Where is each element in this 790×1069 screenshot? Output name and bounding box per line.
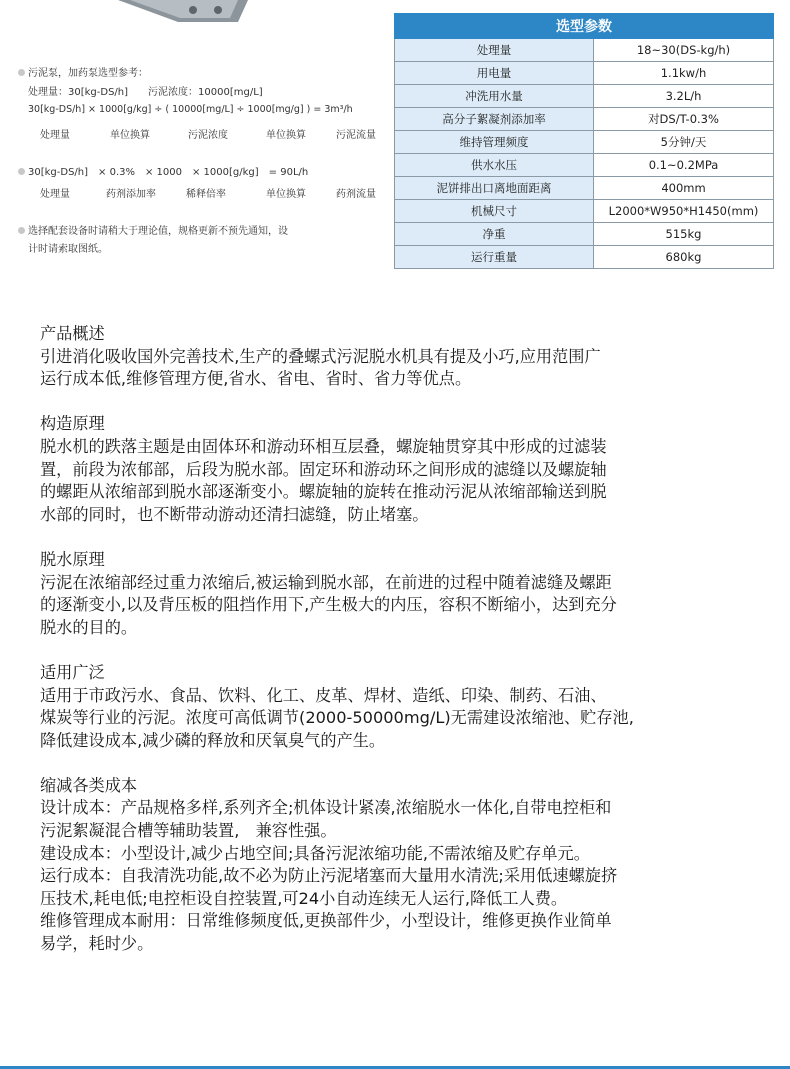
pump-formula: 30[kg-DS/h] × 1000[g/kg] ÷ ( 10000[mg/L] ÷ 1000[mg/g] ) = 3m³/h: [28, 104, 353, 115]
selection-note-1: 选择配套设备时请稍大于理论值，规格更新不预先通知，设: [28, 226, 288, 237]
section-line: 引进消化吸收国外完善技术,生产的叠螺式污泥脱水机具有提及小巧,应用范围广: [40, 346, 601, 366]
section-line: 易学，耗时少。: [40, 934, 154, 954]
table-row: [395, 246, 774, 269]
table-row: [395, 85, 774, 108]
value-cell: 400mm: [594, 177, 774, 200]
label-unit-conv: 单位换算: [110, 130, 150, 141]
section-title: 构造原理: [40, 414, 105, 434]
section-line: 脱水的目的。: [40, 617, 138, 637]
label-unit-conv: 单位换算: [266, 189, 306, 200]
machine-image-fragment: [118, 0, 248, 22]
label-throughput: 处理量: [40, 130, 70, 141]
param-cell: 冲洗用水量: [395, 85, 594, 108]
value-cell: 0.1~0.2MPa: [594, 154, 774, 177]
section-title: 产品概述: [40, 324, 105, 343]
table-row: [395, 177, 774, 200]
section-line: 水部的同时，也不断带动游动还清扫滤缝，防止堵塞。: [40, 504, 429, 524]
pump-formula-labels: [40, 126, 396, 141]
bullet-icon: [18, 227, 25, 234]
section-applications: [40, 662, 760, 752]
section-line: 建设成本：小型设计,减少占地空间;具备污泥浓缩功能,不需浓缩及贮存单元。: [40, 843, 590, 863]
param-cell: 用电量: [395, 62, 594, 85]
section-title: 脱水原理: [40, 549, 105, 569]
param-cell: 泥饼排出口离地面距离: [395, 177, 594, 200]
dose-formula-labels: [40, 185, 396, 200]
label-throughput: 处理量: [40, 189, 70, 200]
dose-formula: 30[kg-DS/h] × 0.3% × 1000 × 1000[g/kg] = 90L/h: [28, 167, 309, 178]
label-dose-rate: 药剂添加率: [106, 189, 156, 200]
value-cell: 对DS/T-0.3%: [594, 108, 774, 131]
dose-formula-line: [18, 163, 308, 178]
section-line: 压技术,耗电低;电控柜设自控装置,可24小自动连续无人运行,降低工人费。: [40, 888, 568, 908]
value-cell: 3.2L/h: [594, 85, 774, 108]
section-line: 的逐渐变小,以及背压板的阻挡作用下,产生极大的内压，容积不断缩小，达到充分: [40, 595, 617, 615]
section-line: 适用于市政污水、食品、饮料、化工、皮革、焊材、造纸、印染、制药、石油、: [40, 685, 607, 705]
section-line: 煤炭等行业的污泥。浓度可高低调节(2000-50000mg/L)无需建设浓缩池、贮存池,: [40, 708, 634, 728]
param-cell: 处理量: [395, 39, 594, 62]
selection-note-line-1: [18, 222, 288, 237]
value-cell: 680kg: [594, 246, 774, 269]
section-title: 缩减各类成本: [40, 775, 138, 795]
section-line: 脱水机的跌落主题是由固体环和游动环相互层叠，螺旋轴贯穿其中形成的过滤装: [40, 436, 607, 456]
param-cell: 机械尺寸: [395, 200, 594, 223]
value-cell: L2000*W950*H1450(mm): [594, 200, 774, 223]
value-cell: 515kg: [594, 223, 774, 246]
section-overview: [40, 323, 760, 391]
table-row: [395, 200, 774, 223]
table-row: [395, 131, 774, 154]
table-row: [395, 223, 774, 246]
section-line: 污泥在浓缩部经过重力浓缩后,被运输到脱水部，在前进的过程中随着滤缝及螺距: [40, 572, 612, 592]
section-dewatering: [40, 549, 760, 639]
bullet-icon: [18, 69, 25, 76]
section-line: 污泥絮凝混合槽等辅助装置, 兼容性强。: [40, 821, 337, 841]
table-row: [395, 108, 774, 131]
param-cell: 供水水压: [395, 154, 594, 177]
section-structure: [40, 413, 760, 526]
label-chem-flow: 药剂流量: [336, 189, 376, 200]
param-cell: 运行重量: [395, 246, 594, 269]
pump-param-line: 处理量：30[kg-DS/h] 污泥浓度：10000[mg/L]: [28, 87, 263, 98]
section-line: 运行成本：自我清洗功能,故不必为防止污泥堵塞而大量用水清洗;采用低速螺旋挤: [40, 866, 618, 886]
value-cell: 5分钟/天: [594, 131, 774, 154]
section-line: 设计成本：产品规格多样,系列齐全;机体设计紧凑,浓缩脱水一体化,自带电控柜和: [40, 798, 612, 818]
section-title: 适用广泛: [40, 662, 105, 682]
param-cell: 净重: [395, 223, 594, 246]
spec-table-title: 选型参数: [395, 14, 774, 39]
value-cell: 1.1kw/h: [594, 62, 774, 85]
table-row: [395, 62, 774, 85]
bullet-icon: [18, 168, 25, 175]
section-line: 降低建设成本,减少磷的释放和厌氧臭气的产生。: [40, 730, 386, 750]
label-dilution: 稀释倍率: [186, 189, 226, 200]
table-row: [395, 154, 774, 177]
table-row: [395, 39, 774, 62]
section-costs: [40, 775, 760, 956]
label-sludge-flow: 污泥流量: [336, 130, 376, 141]
section-line: 的螺距从浓缩部到脱水部逐渐变小。螺旋轴的旋转在推动污泥从浓缩部输送到脱: [40, 482, 607, 502]
section-line: 维修管理成本耐用：日常维修频度低,更换部件少，小型设计，维修更换作业简单: [40, 911, 612, 931]
param-cell: 维持管理频度: [395, 131, 594, 154]
value-cell: 18~30(DS-kg/h): [594, 39, 774, 62]
product-description: [40, 323, 760, 978]
section-line: 置，前段为浓郁部，后段为脱水部。固定环和游动环之间形成的滤缝以及螺旋轴: [40, 459, 607, 479]
label-unit-conv-2: 单位换算: [266, 130, 306, 141]
section-line: 运行成本低,维修管理方便,省水、省电、省时、省力等优点。: [40, 369, 472, 389]
pump-title-line: [18, 64, 148, 79]
label-sludge-conc: 污泥浓度: [188, 130, 228, 141]
pump-title: 污泥泵，加药泵选型参考：: [28, 68, 148, 79]
spec-table: [394, 13, 774, 269]
param-cell: 高分子絮凝剂添加率: [395, 108, 594, 131]
selection-note-2: 计时请索取图纸。: [28, 244, 108, 255]
